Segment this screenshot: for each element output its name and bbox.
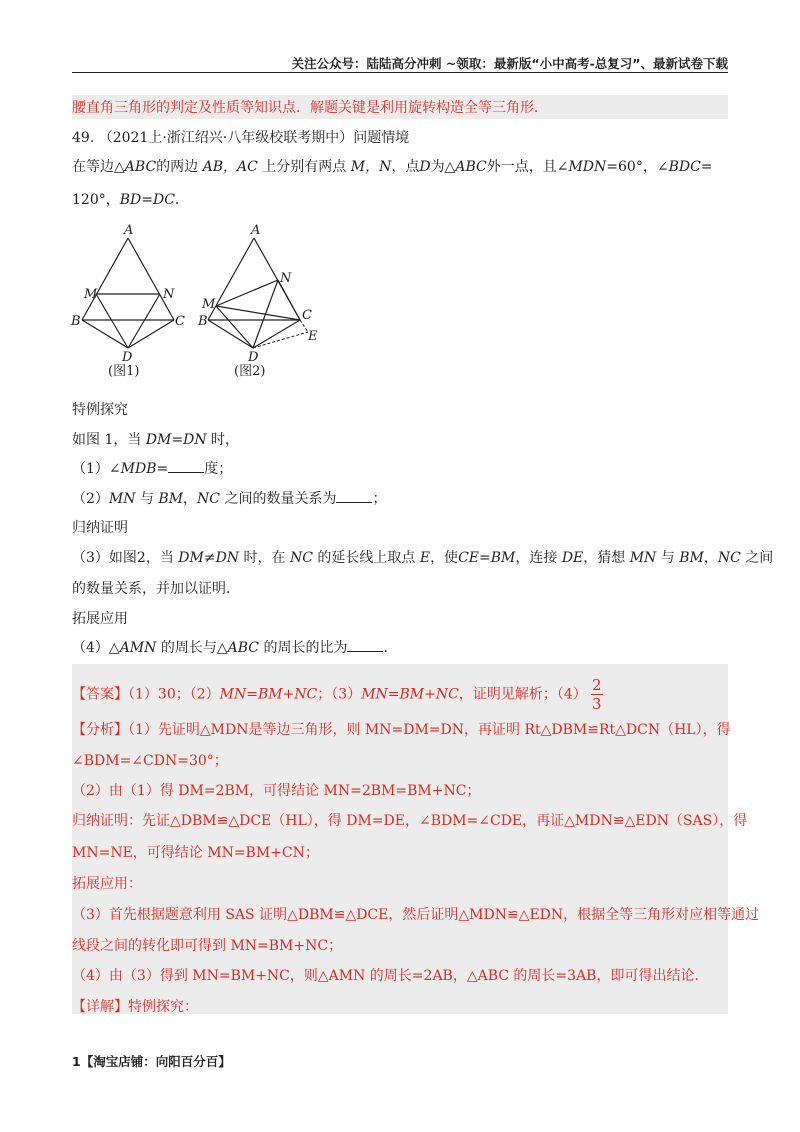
fig2-caption: (图2) (234, 364, 266, 379)
analysis-line-5: MN=NE，可得结论 MN=BM+CN； (72, 845, 319, 861)
analysis-line-7: （3）首先根据题意利用 SAS 证明△DBM≌△DCE，然后证明△MDN≌△EDN，根据全等三角形对应相等通过 (72, 907, 760, 923)
fig1-label-m: M (84, 287, 98, 302)
fig1-label-a: A (124, 223, 134, 238)
answer-fraction: $\frac{2}{3}$ (591, 676, 602, 713)
analysis-line-1: 【分析】（1）先证明△MDN是等边三角形，则 MN=DM=DN，再证明 Rt△DBM≌Rt△DCN（HL），得 (72, 722, 731, 738)
fig2-label-d: D (248, 350, 259, 365)
question-stem-line-1: 在等边△ABC的两边 AB，AC 上分别有两点 M，N，点D为△ABC外一点，且∠MDN=60°，∠BDC= (72, 159, 713, 175)
analysis-line-9: （4）由（3）得到 MN=BM+NC，则△AMN 的周长=2AB，△ABC 的周长=3AB，即可得出结论． (72, 968, 709, 984)
answer-blank-2[interactable] (336, 490, 372, 503)
question-header (72, 128, 728, 148)
analysis-line-3: （2）由（1）得 DM=2BM，可得结论 MN=2BM=BM+NC； (72, 783, 481, 799)
induction-heading: 归纳证明 (72, 520, 128, 536)
fig2-label-n: N (280, 271, 292, 286)
detail-line: 【详解】特例探究： (72, 999, 198, 1015)
figure-1 (62, 222, 202, 386)
analysis-label: 【分析】 (72, 722, 128, 738)
special-heading: 特例探究 (72, 402, 128, 418)
fig1-caption: (图1) (108, 364, 140, 379)
analysis-line-2: ∠BDM=∠CDN=30°； (72, 753, 228, 769)
question-source: （2021上·浙江绍兴·八年级校联考期中）问题情境 (98, 130, 410, 146)
answer-line: 【答案】（1）30；（2）MN=BM+NC；（3）MN=BM+NC，证明见解析；（4） $\frac{2}{3}$ (72, 676, 602, 713)
answer-blank-4[interactable] (347, 639, 383, 652)
question-2: （2）MN 与 BM，NC 之间的数量关系为 ； (72, 491, 387, 507)
question-stem-line-2: 120°，BD=DC． (72, 192, 189, 208)
solution-shade (72, 664, 760, 1014)
analysis-line-4: 归纳证明：先证△DBM≌△DCE（HL），得 DM=DE，∠BDM=∠CDE，再证△MDN≌△EDN（SAS），得 (72, 813, 748, 829)
prev-answer-tail: 腰直角三角形的判定及性质等知识点．解题关键是利用旋转构造全等三角形． (72, 100, 548, 116)
analysis-line-8: 线段之间的转化即可得到 MN=BM+NC； (72, 938, 343, 954)
fig2-label-c: C (302, 308, 312, 323)
page-footer: 1【淘宝店铺：向阳百分百】 (72, 1054, 231, 1069)
answer-label: 【答案】 (72, 686, 128, 703)
question-number: 49. (72, 130, 95, 146)
fig2-label-e: E (308, 329, 318, 344)
question-3-line-1: （3）如图2，当 DM≠DN 时，在 NC 的延长线上取点 E，使CE=BM，连接 DE，猜想 MN 与 BM，NC 之间 (72, 550, 774, 566)
fig1-label-d: D (122, 350, 133, 365)
question-3-line-2: 的数量关系，并加以证明． (72, 581, 240, 597)
question-1: （1）∠MDB= 度； (72, 461, 233, 477)
fig1-label-c: C (175, 314, 185, 329)
detail-label: 【详解】 (72, 999, 128, 1015)
header-rule (72, 72, 728, 73)
figure-2 (196, 222, 336, 386)
analysis-line-6: 拓展应用： (72, 876, 142, 892)
fig2-label-a: A (251, 223, 261, 238)
question-4: （4）△AMN 的周长与△ABC 的周长的比为 ． (72, 640, 398, 656)
special-intro: 如图 1，当 DM=DN 时， (72, 432, 240, 448)
page-header: 关注公众号：陆陆高分冲刺 ~领取：最新版“小中高考-总复习”、最新试卷下载 (291, 56, 728, 71)
fig1-label-n: N (163, 287, 175, 302)
fig2-label-m: M (202, 297, 216, 312)
fig2-label-b: B (198, 314, 208, 329)
answer-blank-1[interactable] (168, 460, 204, 473)
extension-heading: 拓展应用 (72, 611, 128, 627)
fig1-label-b: B (71, 314, 81, 329)
